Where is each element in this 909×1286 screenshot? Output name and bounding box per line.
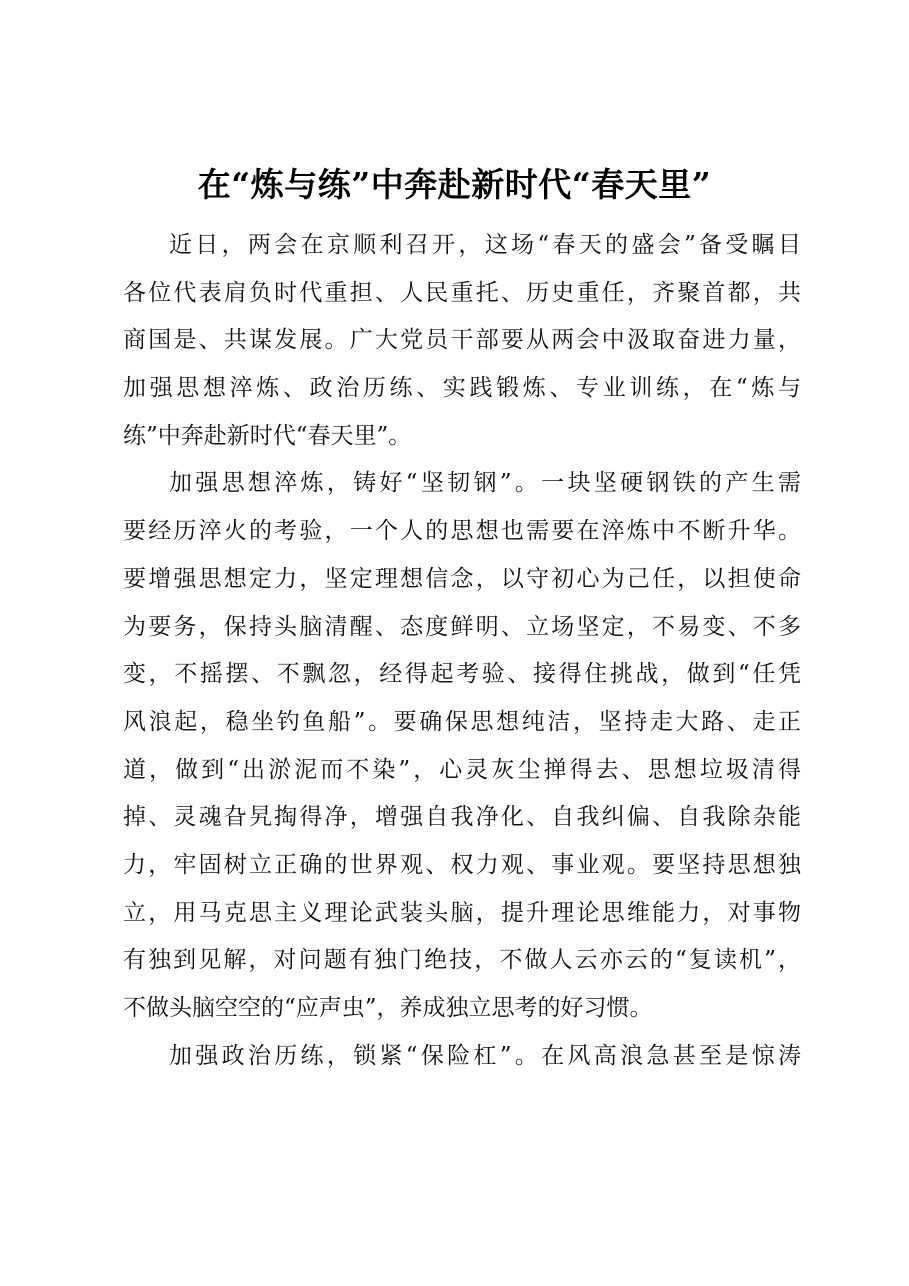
text-line: 不做头脑空空的“应声虫”，养成独立思考的好习惯。 xyxy=(123,995,653,1021)
document-title: 在“炼与练”中奔赴新时代“春天里” xyxy=(197,165,712,204)
text-line: 有独到见解，对问题有独门绝技，不做人云亦云的“复读机”， xyxy=(123,947,801,974)
text-line: 立，用马克思主义理论武装头脑，提升理论思维能力，对事物 xyxy=(123,899,801,926)
text-line: 道，做到“出淤泥而不染”，心灵灰尘掸得去、思想垃圾清得 xyxy=(123,756,801,783)
document-body xyxy=(123,222,801,1080)
text-line: 加强思想淬炼、政治历练、实践锻炼、专业训练，在“炼与 xyxy=(123,375,801,402)
text-line: 加强政治历练，锁紧“保险杠”。在风高浪急甚至是惊涛 xyxy=(169,1042,801,1069)
text-line: 风浪起，稳坐钓鱼船”。要确保思想纯洁，坚持走大路、走正 xyxy=(123,708,801,735)
text-line: 加强思想淬炼，铸好“坚韧钢”。一块坚硬钢铁的产生需 xyxy=(169,470,801,497)
text-line: 为要务，保持头脑清醒、态度鲜明、立场坚定，不易变、不多 xyxy=(123,613,801,640)
text-line: 要增强思想定力，坚定理想信念，以守初心为己任，以担使命 xyxy=(123,565,801,592)
text-line: 要经历淬火的考验，一个人的思想也需要在淬炼中不断升华。 xyxy=(123,518,801,545)
text-line: 力，牢固树立正确的世界观、权力观、事业观。要坚持思想独 xyxy=(123,851,801,878)
text-line: 商国是、共谋发展。广大党员干部要从两会中汲取奋进力量， xyxy=(123,327,801,354)
text-line: 变，不摇摆、不飘忽，经得起考验、接得住挑战，做到“任凭 xyxy=(123,661,801,688)
paragraph-2 xyxy=(123,460,801,1032)
text-line: 掉、灵魂旮旯掏得净，增强自我净化、自我纠偏、自我除杂能 xyxy=(123,804,801,831)
text-line: 练”中奔赴新时代“春天里”。 xyxy=(123,422,412,449)
paragraph-1 xyxy=(123,222,801,460)
text-line: 近日，两会在京顺利召开，这场“春天的盛会”备受瞩目 xyxy=(169,232,801,258)
paragraph-3 xyxy=(123,1033,801,1081)
text-line: 各位代表肩负时代重担、人民重托、历史重任，齐聚首都，共 xyxy=(123,279,801,306)
